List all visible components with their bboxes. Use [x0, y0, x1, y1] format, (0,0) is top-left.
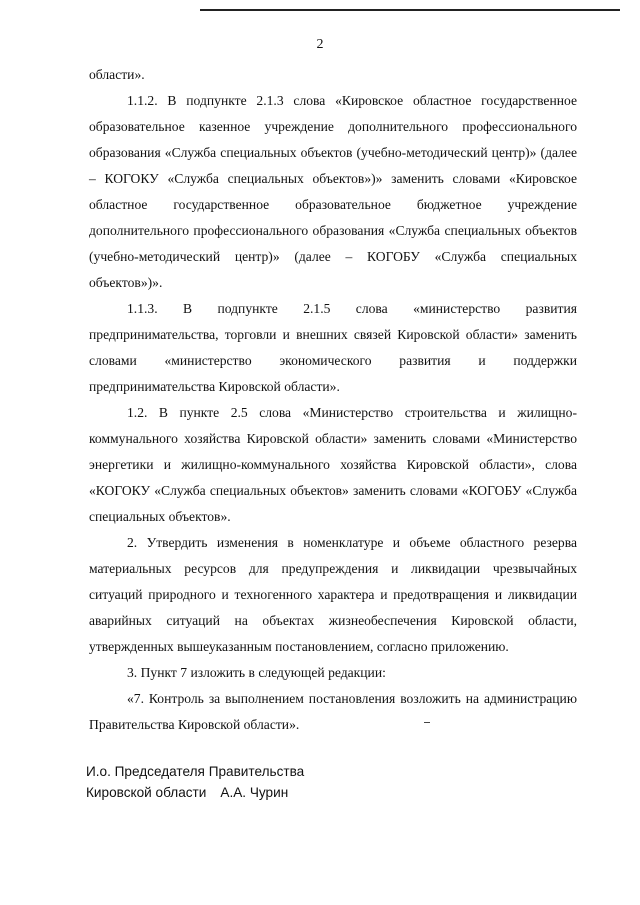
header-rule: [200, 9, 620, 11]
signature-organization: Кировской области: [86, 785, 207, 800]
signature-line-2: [86, 782, 304, 803]
page-number: 2: [316, 37, 324, 52]
signature-name: А.А. Чурин: [220, 785, 289, 800]
paragraph-1-2: 1.2. В пункте 2.5 слова «Министерство строительства и жилищно-коммунального хозяйства Кировской области» заменить словами «Министерство энергетики и жилищно-коммунального хозяйства Кировской области», слова «КОГОКУ «Служба специальных объектов» заменить словами «КОГОБУ «Служба специальных объектов».: [89, 405, 577, 524]
paragraph-7-quote: «7. Контроль за выполнением постановления возложить на администрацию Правительства Кировской области».: [89, 691, 577, 732]
paragraph-1-1-2: 1.1.2. В подпункте 2.1.3 слова «Кировское областное государственное образовательное казенное учреждение дополнительного профессионального образования «Служба специальных объектов (учебно-методический центр)» (далее – КОГОКУ «Служба специальных объектов»)» заменить словами «Кировское областное государственное образовательное бюджетное учреждение дополнительного профессионального образования «Служба специальных объектов (учебно-методический центр)» (далее – КОГОБУ «Служба специальных объектов»)».: [89, 93, 577, 290]
stray-mark: [424, 722, 430, 723]
signature-block: [86, 761, 304, 803]
paragraph-3: 3. Пункт 7 изложить в следующей редакции:: [127, 665, 386, 680]
document-body: [89, 62, 577, 738]
paragraph-1-1-3: 1.1.3. В подпункте 2.1.5 слова «министерство развития предпринимательства, торговли и внешних связей Кировской области» заменить словами «министерство экономического развития и поддержки предпринимательства Кировской области».: [89, 301, 577, 394]
signature-title: И.о. Председателя Правительства: [86, 764, 305, 779]
paragraph-continuation: области».: [89, 67, 145, 82]
paragraph-2: 2. Утвердить изменения в номенклатуре и объеме областного резерва материальных ресурсов для предупреждения и ликвидации чрезвычайных ситуаций природного и техногенного характера и предотвращения и ликвидации аварийных ситуаций на объектах жизнеобеспечения Кировской области, утвержденных вышеуказанным постановлением, согласно приложению.: [89, 535, 577, 654]
